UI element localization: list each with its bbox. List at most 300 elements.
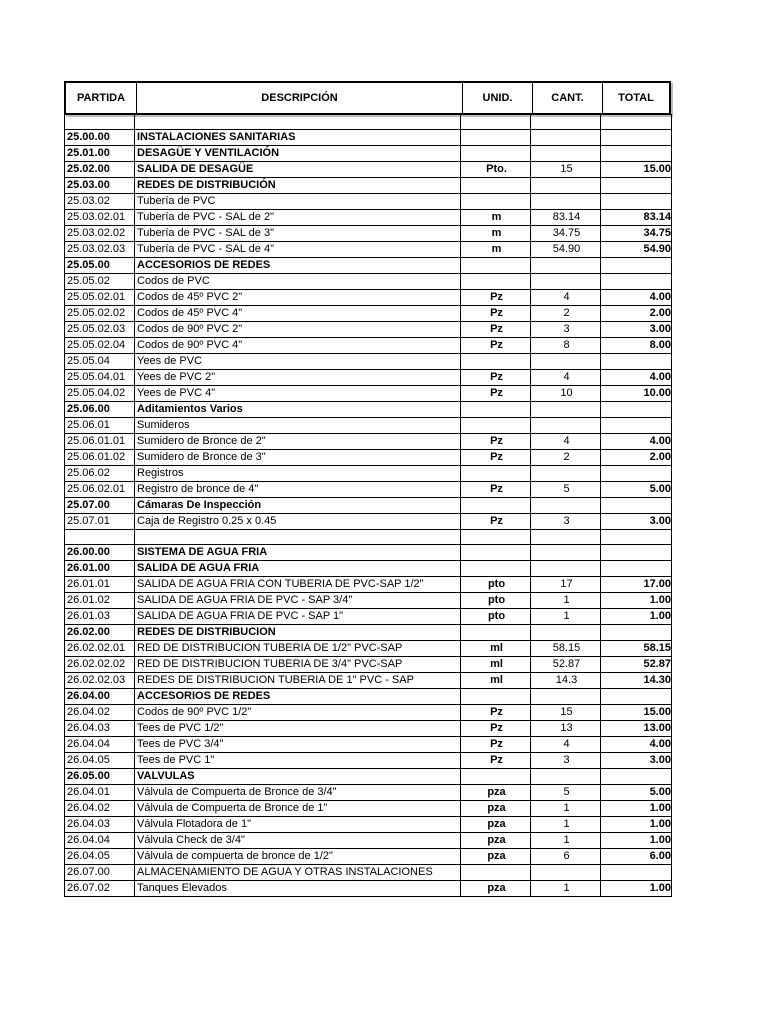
table-row [65,753,672,769]
cant-cell: 52.87 [531,657,601,673]
table-row [65,609,672,625]
total-cell: 2.00 [601,306,672,322]
cant-cell: 5 [531,785,601,801]
cant-cell: 15 [531,705,601,721]
total-cell: 5.00 [601,785,672,801]
descripcion-cell: Tanques Elevados [135,881,461,897]
table-row [65,146,672,162]
descripcion-cell: VALVULAS [135,769,461,785]
table-row [65,386,672,402]
descripcion-cell: SALIDA DE DESAGÜE [135,162,461,178]
cant-cell [531,498,601,514]
descripcion-cell: Registros [135,466,461,482]
descripcion-cell: Yees de PVC 2" [135,370,461,386]
cant-cell [531,354,601,370]
partida-cell [65,530,135,545]
descripcion-cell: Válvula de compuerta de bronce de 1/2" [135,849,461,865]
cant-cell: 8 [531,338,601,354]
descripcion-cell: SISTEMA DE AGUA FRIA [135,545,461,561]
total-cell: 14.30 [601,673,672,689]
cant-cell: 14.3 [531,673,601,689]
total-cell: 10.00 [601,386,672,402]
unid-cell: pza [461,833,531,849]
cant-cell: 6 [531,849,601,865]
cant-cell: 10 [531,386,601,402]
partida-cell: 25.05.04.02 [65,386,135,402]
unid-cell [461,865,531,881]
descripcion-cell: Tubería de PVC [135,194,461,210]
total-cell [601,354,672,370]
descripcion-cell: Codos de 45º PVC 4" [135,306,461,322]
total-cell: 52.87 [601,657,672,673]
unid-cell: pto [461,593,531,609]
table-row [65,849,672,865]
total-cell [601,561,672,577]
partida-cell: 25.05.02 [65,274,135,290]
table-row [65,290,672,306]
table-row [65,625,672,641]
total-cell [601,258,672,274]
table-row [65,721,672,737]
descripcion-cell: Tubería de PVC - SAL de 4" [135,242,461,258]
table-row [65,258,672,274]
unid-cell: ml [461,657,531,673]
descripcion-cell [135,115,461,130]
cant-cell [531,194,601,210]
partida-cell: 26.01.01 [65,577,135,593]
total-cell: 17.00 [601,577,672,593]
total-cell: 2.00 [601,450,672,466]
unid-cell: Pz [461,434,531,450]
total-cell: 1.00 [601,833,672,849]
unid-cell: Pz [461,290,531,306]
descripcion-cell: Registro de bronce de 4" [135,482,461,498]
descripcion-cell: Tees de PVC 1" [135,753,461,769]
descripcion-cell: Codos de 45º PVC 2" [135,290,461,306]
partida-cell: 25.06.01 [65,418,135,434]
partida-cell: 26.04.03 [65,721,135,737]
header-total: TOTAL [602,83,669,113]
descripcion-cell: SALIDA DE AGUA FRIA DE PVC - SAP 1" [135,609,461,625]
unid-cell: Pz [461,322,531,338]
cant-cell: 1 [531,593,601,609]
descripcion-cell: Tees de PVC 3/4" [135,737,461,753]
table-row [65,402,672,418]
partida-cell: 25.03.00 [65,178,135,194]
table-row [65,865,672,881]
partida-cell: 26.04.04 [65,833,135,849]
partida-cell: 25.05.04 [65,354,135,370]
unid-cell: Pz [461,306,531,322]
total-cell [601,466,672,482]
unid-cell: m [461,226,531,242]
partida-cell: 26.00.00 [65,545,135,561]
table-row [65,689,672,705]
partida-cell: 25.06.02.01 [65,482,135,498]
partida-cell: 25.05.04.01 [65,370,135,386]
descripcion-cell: Sumidero de Bronce de 3" [135,450,461,466]
cant-cell: 3 [531,322,601,338]
partida-cell: 26.04.02 [65,705,135,721]
table-row [65,641,672,657]
table-row [65,577,672,593]
unid-cell: Pz [461,705,531,721]
partida-cell: 25.06.01.02 [65,450,135,466]
cant-cell: 1 [531,881,601,897]
table-row [65,322,672,338]
descripcion-cell: Tees de PVC 1/2" [135,721,461,737]
unid-cell: Pz [461,338,531,354]
table-header [64,81,671,115]
total-cell [601,274,672,290]
partida-cell: 26.04.01 [65,785,135,801]
partida-cell: 25.05.00 [65,258,135,274]
unid-cell: pza [461,849,531,865]
descripcion-cell: ACCESORIOS DE REDES [135,258,461,274]
total-cell [601,194,672,210]
cant-cell [531,769,601,785]
cant-cell [531,402,601,418]
unid-cell [461,466,531,482]
budget-table [64,114,672,897]
partida-cell [65,115,135,130]
cant-cell: 2 [531,306,601,322]
cant-cell [531,178,601,194]
cant-cell: 3 [531,514,601,530]
descripcion-cell: DESAGÜE Y VENTILACIÓN [135,146,461,162]
unid-cell [461,418,531,434]
partida-cell: 25.01.00 [65,146,135,162]
table-row [65,130,672,146]
table-row [65,530,672,545]
cant-cell [531,418,601,434]
table-row [65,434,672,450]
unid-cell [461,530,531,545]
unid-cell: Pz [461,482,531,498]
unid-cell [461,561,531,577]
partida-cell: 26.01.03 [65,609,135,625]
partida-cell: 26.02.02.03 [65,673,135,689]
total-cell: 15.00 [601,162,672,178]
cant-cell [531,545,601,561]
cant-cell [531,258,601,274]
table-row [65,514,672,530]
header-partida: PARTIDA [76,92,126,104]
total-cell [601,115,672,130]
table-row [65,817,672,833]
total-cell: 4.00 [601,434,672,450]
table-row [65,785,672,801]
total-cell: 3.00 [601,753,672,769]
unid-cell: Pz [461,514,531,530]
total-cell: 3.00 [601,514,672,530]
header-cant: CANT. [532,83,602,113]
total-cell: 1.00 [601,881,672,897]
total-cell: 8.00 [601,338,672,354]
cant-cell [531,561,601,577]
table-row [65,162,672,178]
cant-cell [531,130,601,146]
partida-cell: 26.04.02 [65,801,135,817]
unid-cell [461,258,531,274]
table-row [65,482,672,498]
descripcion-cell: REDES DE DISTRIBUCION [135,625,461,641]
cant-cell: 1 [531,817,601,833]
unid-cell [461,178,531,194]
table-row [65,450,672,466]
partida-cell: 25.00.00 [65,130,135,146]
unid-cell: m [461,242,531,258]
descripcion-cell: ALMACENAMIENTO DE AGUA Y OTRAS INSTALACIONES [135,865,461,881]
total-cell: 1.00 [601,817,672,833]
partida-cell: 26.04.05 [65,849,135,865]
descripcion-cell: Válvula de Compuerta de Bronce de 3/4" [135,785,461,801]
cant-cell: 4 [531,370,601,386]
cant-cell [531,865,601,881]
descripcion-cell [135,530,461,545]
cant-cell [531,466,601,482]
unid-cell: pto [461,577,531,593]
total-cell: 54.90 [601,242,672,258]
descripcion-cell: INSTALACIONES SANITARIAS [135,130,461,146]
unid-cell [461,689,531,705]
total-cell [601,625,672,641]
partida-cell: 26.07.02 [65,881,135,897]
unid-cell [461,402,531,418]
table-row [65,769,672,785]
unid-cell [461,354,531,370]
table-row [65,801,672,817]
unid-cell [461,130,531,146]
total-cell: 13.00 [601,721,672,737]
partida-cell: 26.04.05 [65,753,135,769]
table-row [65,657,672,673]
partida-cell: 25.07.01 [65,514,135,530]
partida-cell: 25.06.00 [65,402,135,418]
partida-cell: 26.02.02.01 [65,641,135,657]
table-row [65,561,672,577]
unid-cell: pza [461,801,531,817]
unid-cell [461,769,531,785]
table-row [65,338,672,354]
descripcion-cell: Codos de PVC [135,274,461,290]
descripcion-cell: Sumideros [135,418,461,434]
descripcion-cell: ACCESORIOS DE REDES [135,689,461,705]
descripcion-cell: SALIDA DE AGUA FRIA [135,561,461,577]
table-row [65,274,672,290]
descripcion-cell: REDES DE DISTRIBUCIÓN [135,178,461,194]
total-cell: 6.00 [601,849,672,865]
total-cell [601,130,672,146]
unid-cell: Pz [461,737,531,753]
unid-cell [461,545,531,561]
partida-cell: 26.04.03 [65,817,135,833]
total-cell [601,402,672,418]
unid-cell: ml [461,641,531,657]
total-cell: 15.00 [601,705,672,721]
total-cell: 1.00 [601,609,672,625]
cant-cell: 34.75 [531,226,601,242]
total-cell: 34.75 [601,226,672,242]
cant-cell: 4 [531,434,601,450]
unid-cell: Pz [461,450,531,466]
descripcion-cell: Válvula Flotadora de 1" [135,817,461,833]
cant-cell [531,146,601,162]
partida-cell: 26.05.00 [65,769,135,785]
descripcion-cell: Tubería de PVC - SAL de 3" [135,226,461,242]
budget-table-body [65,115,672,897]
total-cell: 5.00 [601,482,672,498]
cant-cell: 1 [531,833,601,849]
descripcion-cell: Aditamientos Varios [135,402,461,418]
partida-cell: 25.05.02.01 [65,290,135,306]
unid-cell: pza [461,785,531,801]
total-cell [601,498,672,514]
header-descripcion: DESCRIPCIÓN [136,83,462,113]
cant-cell: 83.14 [531,210,601,226]
cant-cell: 13 [531,721,601,737]
cant-cell: 4 [531,737,601,753]
table-row [65,673,672,689]
unid-cell: ml [461,673,531,689]
unid-cell [461,625,531,641]
partida-cell: 25.03.02 [65,194,135,210]
cant-cell [531,274,601,290]
unid-cell: Pz [461,370,531,386]
cant-cell: 17 [531,577,601,593]
partida-cell: 25.05.02.03 [65,322,135,338]
cant-cell: 1 [531,801,601,817]
descripcion-cell: SALIDA DE AGUA FRIA DE PVC - SAP 3/4" [135,593,461,609]
descripcion-cell: Yees de PVC 4" [135,386,461,402]
descripcion-cell: Yees de PVC [135,354,461,370]
total-cell [601,545,672,561]
table-row [65,705,672,721]
unid-cell: Pz [461,386,531,402]
total-cell [601,769,672,785]
cant-cell: 4 [531,290,601,306]
table-row [65,593,672,609]
table-row [65,737,672,753]
unid-cell: pza [461,881,531,897]
total-cell [601,178,672,194]
descripcion-cell: Codos de 90º PVC 1/2" [135,705,461,721]
partida-cell: 25.03.02.01 [65,210,135,226]
total-cell: 4.00 [601,290,672,306]
partida-cell: 26.01.00 [65,561,135,577]
table-row [65,354,672,370]
descripcion-cell: SALIDA DE AGUA FRIA CON TUBERIA DE PVC-SAP 1/2" [135,577,461,593]
cant-cell [531,689,601,705]
total-cell [601,146,672,162]
unid-cell [461,115,531,130]
table-row [65,545,672,561]
total-cell [601,689,672,705]
total-cell [601,865,672,881]
descripcion-cell: RED DE DISTRIBUCION TUBERIA DE 1/2" PVC-SAP [135,641,461,657]
descripcion-cell: Cámaras De Inspección [135,498,461,514]
descripcion-cell: REDES DE DISTRIBUCION TUBERIA DE 1" PVC - SAP [135,673,461,689]
total-cell [601,530,672,545]
partida-cell: 25.03.02.02 [65,226,135,242]
table-row [65,418,672,434]
table-row [65,466,672,482]
unid-cell [461,146,531,162]
partida-cell: 25.06.02 [65,466,135,482]
total-cell: 3.00 [601,322,672,338]
partida-cell: 26.02.02.02 [65,657,135,673]
cant-cell: 2 [531,450,601,466]
descripcion-cell: Tubería de PVC - SAL de 2" [135,210,461,226]
unid-cell [461,274,531,290]
cant-cell [531,115,601,130]
cant-cell: 1 [531,609,601,625]
cant-cell [531,625,601,641]
partida-cell: 25.03.02.03 [65,242,135,258]
descripcion-cell: Codos de 90º PVC 4" [135,338,461,354]
total-cell: 1.00 [601,593,672,609]
unid-cell: pto [461,609,531,625]
cant-cell: 3 [531,753,601,769]
cant-cell: 58.15 [531,641,601,657]
cant-cell: 15 [531,162,601,178]
unid-cell: m [461,210,531,226]
table-row [65,498,672,514]
unid-cell: Pz [461,753,531,769]
table-row [65,178,672,194]
partida-cell: 26.07.00 [65,865,135,881]
table-row [65,370,672,386]
table-row [65,115,672,130]
partida-cell: 26.02.00 [65,625,135,641]
unid-cell: Pto. [461,162,531,178]
descripcion-cell: RED DE DISTRIBUCION TUBERIA DE 3/4" PVC-SAP [135,657,461,673]
partida-cell: 25.05.02.02 [65,306,135,322]
total-cell [601,418,672,434]
descripcion-cell: Válvula Check de 3/4" [135,833,461,849]
partida-cell: 26.04.00 [65,689,135,705]
table-row [65,881,672,897]
table-row [65,226,672,242]
partida-cell: 25.07.00 [65,498,135,514]
descripcion-cell: Caja de Registro 0.25 x 0.45 [135,514,461,530]
table-row [65,242,672,258]
table-row [65,210,672,226]
cant-cell: 5 [531,482,601,498]
partida-cell: 26.04.04 [65,737,135,753]
partida-cell: 25.02.00 [65,162,135,178]
total-cell: 58.15 [601,641,672,657]
unid-cell [461,194,531,210]
total-cell: 4.00 [601,737,672,753]
partida-cell: 26.01.02 [65,593,135,609]
table-row [65,194,672,210]
partida-cell: 25.06.01.01 [65,434,135,450]
table-row [65,833,672,849]
partida-cell: 25.05.02.04 [65,338,135,354]
descripcion-cell: Codos de 90º PVC 2" [135,322,461,338]
total-cell: 4.00 [601,370,672,386]
header-unid: UNID. [462,83,532,113]
cant-cell: 54.90 [531,242,601,258]
descripcion-cell: Válvula de Compuerta de Bronce de 1" [135,801,461,817]
total-cell: 83.14 [601,210,672,226]
descripcion-cell: Sumidero de Bronce de 2" [135,434,461,450]
unid-cell: Pz [461,721,531,737]
cant-cell [531,530,601,545]
unid-cell [461,498,531,514]
total-cell: 1.00 [601,801,672,817]
